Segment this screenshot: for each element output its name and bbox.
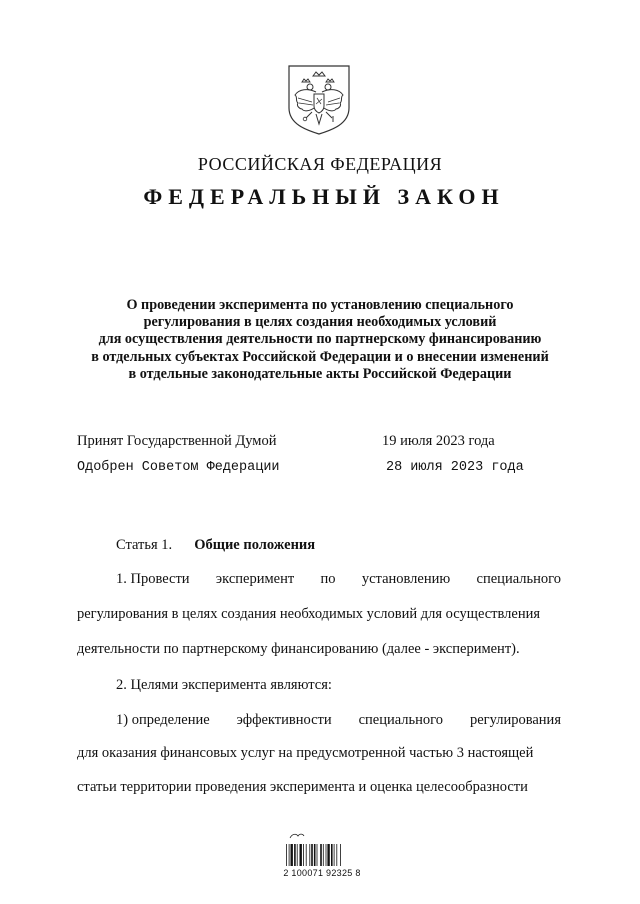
document-barcode [272, 830, 372, 890]
barcode-icon [272, 830, 372, 870]
article-number: Статья 1. [116, 537, 173, 553]
body-line: деятельности по партнерскому финансированию (далее - эксперимент). [77, 641, 520, 657]
article-heading [116, 537, 315, 554]
duma-adoption-date: 19 июля 2023 года [382, 433, 495, 449]
body-line [116, 712, 561, 729]
body-line [116, 571, 561, 588]
body-line: для оказания финансовых услуг на предусмотренной частью 3 настоящей [77, 745, 534, 761]
body-line: 2. Целями эксперимента являются: [116, 677, 332, 693]
law-title [40, 297, 600, 383]
duma-adoption-label: Принят Государственной Думой [77, 433, 277, 449]
body-line: статьи территории проведения эксперимента и оценка целесообразности [77, 779, 528, 795]
body-word: эксперимент [215, 571, 295, 587]
body-word: специального [358, 712, 443, 728]
body-line: регулирования в целях создания необходимых условий для осуществления [77, 606, 541, 622]
emblem-icon [286, 64, 352, 136]
body-word: 1) определение [116, 712, 210, 728]
law-title-line: регулирования в целях создания необходимых условий [143, 314, 497, 331]
barcode-number: 2 100071 92325 8 [283, 868, 361, 878]
law-type-heading: ФЕДЕРАЛЬНЫЙ ЗАКОН [143, 184, 505, 209]
country-name: РОССИЙСКАЯ ФЕДЕРАЦИЯ [197, 154, 443, 174]
council-approval-date: 28 июля 2023 года [386, 460, 524, 475]
law-title-line: О проведении эксперимента по установлению специального [126, 297, 514, 313]
body-word: 1. Провести [116, 571, 190, 587]
article-name: Общие положения [194, 537, 316, 553]
council-approval-label: Одобрен Советом Федерации [77, 460, 280, 475]
body-word: установлению [361, 571, 451, 587]
body-word: регулирования [469, 712, 561, 728]
law-title-line: в отдельных субъектах Российской Федерации и о внесении изменений [91, 348, 549, 365]
body-word: эффективности [236, 712, 332, 728]
body-word: специального [476, 571, 561, 587]
law-title-line: для осуществления деятельности по партнерскому финансированию [98, 331, 542, 348]
body-word: по [320, 571, 336, 587]
law-title-line: в отдельные законодательные акты Российской Федерации [128, 365, 512, 382]
